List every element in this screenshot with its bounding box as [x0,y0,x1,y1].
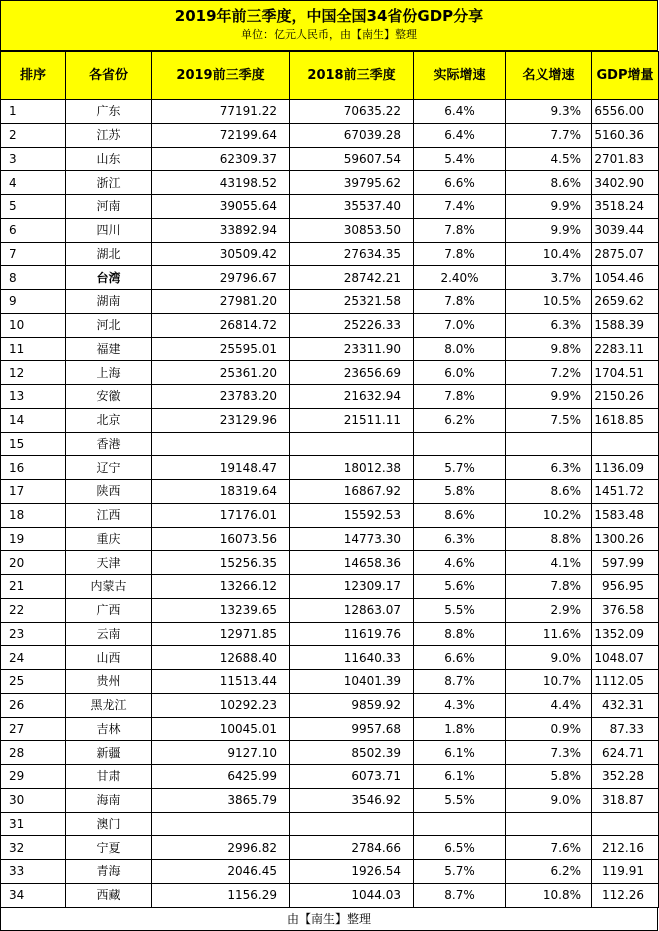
cell-real-growth: 1.8% [414,717,506,741]
cell-rank: 18 [1,503,66,527]
table-row [1,717,659,741]
table-row [1,551,659,575]
cell-real-growth: 4.6% [414,551,506,575]
cell-gdp-increase: 1112.05 [592,670,659,694]
cell-gdp-2019: 12971.85 [152,622,290,646]
table-row [1,693,659,717]
cell-gdp-2019: 25361.20 [152,361,290,385]
cell-real-growth: 5.5% [414,598,506,622]
cell-gdp-2018 [290,432,414,456]
cell-nominal-growth: 7.6% [506,836,592,860]
cell-gdp-2019: 13239.65 [152,598,290,622]
cell-gdp-2018: 25321.58 [290,290,414,314]
cell-gdp-2019: 26814.72 [152,313,290,337]
header-rank: 排序 [1,52,66,100]
table-row [1,741,659,765]
cell-rank: 29 [1,765,66,789]
table-row [1,480,659,504]
cell-gdp-increase: 2875.07 [592,242,659,266]
cell-nominal-growth: 10.2% [506,503,592,527]
cell-gdp-2019: 13266.12 [152,575,290,599]
header-row [1,52,659,100]
cell-gdp-2019: 62309.37 [152,147,290,171]
cell-gdp-2018: 27634.35 [290,242,414,266]
cell-nominal-growth [506,812,592,836]
cell-rank: 14 [1,408,66,432]
cell-real-growth: 7.4% [414,195,506,219]
cell-gdp-2018: 23656.69 [290,361,414,385]
cell-gdp-increase: 1588.39 [592,313,659,337]
cell-nominal-growth: 9.3% [506,100,592,124]
cell-province: 河南 [66,195,152,219]
cell-nominal-growth: 7.8% [506,575,592,599]
table-row [1,432,659,456]
cell-gdp-2018: 28742.21 [290,266,414,290]
cell-gdp-increase: 212.16 [592,836,659,860]
cell-rank: 2 [1,123,66,147]
cell-nominal-growth: 10.8% [506,883,592,907]
cell-rank: 21 [1,575,66,599]
cell-nominal-growth: 8.6% [506,171,592,195]
cell-gdp-2018: 11619.76 [290,622,414,646]
cell-gdp-2018: 59607.54 [290,147,414,171]
cell-nominal-growth: 6.3% [506,313,592,337]
table-row [1,598,659,622]
table-row [1,290,659,314]
cell-province: 云南 [66,622,152,646]
table-row [1,622,659,646]
cell-gdp-2019: 77191.22 [152,100,290,124]
cell-nominal-growth: 8.8% [506,527,592,551]
cell-nominal-growth: 5.8% [506,765,592,789]
cell-real-growth: 8.6% [414,503,506,527]
cell-gdp-2018: 21511.11 [290,408,414,432]
cell-gdp-2019: 18319.64 [152,480,290,504]
cell-gdp-increase: 2701.83 [592,147,659,171]
cell-gdp-2019: 15256.35 [152,551,290,575]
cell-province: 内蒙古 [66,575,152,599]
cell-rank: 9 [1,290,66,314]
cell-rank: 24 [1,646,66,670]
cell-gdp-increase: 376.58 [592,598,659,622]
cell-nominal-growth: 9.0% [506,646,592,670]
table-row [1,361,659,385]
cell-gdp-2019: 10045.01 [152,717,290,741]
cell-real-growth: 6.0% [414,361,506,385]
cell-gdp-2018: 30853.50 [290,218,414,242]
cell-real-growth: 7.8% [414,385,506,409]
cell-gdp-2019: 12688.40 [152,646,290,670]
cell-real-growth: 8.7% [414,883,506,907]
cell-nominal-growth: 4.4% [506,693,592,717]
cell-rank: 23 [1,622,66,646]
cell-gdp-increase: 3039.44 [592,218,659,242]
header-gdp-2019: 2019前三季度 [152,52,290,100]
table-row [1,503,659,527]
cell-province: 河北 [66,313,152,337]
cell-gdp-2018: 18012.38 [290,456,414,480]
cell-real-growth: 5.4% [414,147,506,171]
cell-real-growth: 6.2% [414,408,506,432]
cell-rank: 28 [1,741,66,765]
table-row [1,147,659,171]
cell-province: 四川 [66,218,152,242]
cell-nominal-growth: 8.6% [506,480,592,504]
cell-real-growth: 5.5% [414,788,506,812]
cell-gdp-increase: 1618.85 [592,408,659,432]
cell-gdp-2018: 15592.53 [290,503,414,527]
cell-gdp-2018: 8502.39 [290,741,414,765]
cell-gdp-2019: 72199.64 [152,123,290,147]
sheet-subtitle: 单位：亿元人民币，由【南生】整理 [241,28,417,41]
cell-rank: 34 [1,883,66,907]
cell-gdp-increase: 1136.09 [592,456,659,480]
cell-rank: 15 [1,432,66,456]
cell-rank: 32 [1,836,66,860]
cell-province: 江苏 [66,123,152,147]
cell-rank: 12 [1,361,66,385]
cell-rank: 3 [1,147,66,171]
cell-province: 福建 [66,337,152,361]
gdp-table [0,51,659,908]
table-row [1,765,659,789]
cell-nominal-growth: 2.9% [506,598,592,622]
cell-province: 黑龙江 [66,693,152,717]
cell-rank: 20 [1,551,66,575]
cell-gdp-2019: 19148.47 [152,456,290,480]
cell-province: 甘肃 [66,765,152,789]
cell-gdp-increase: 432.31 [592,693,659,717]
cell-gdp-increase: 112.26 [592,883,659,907]
cell-gdp-2018: 25226.33 [290,313,414,337]
cell-nominal-growth: 0.9% [506,717,592,741]
cell-gdp-2018: 11640.33 [290,646,414,670]
cell-gdp-2019: 9127.10 [152,741,290,765]
cell-gdp-2019: 2996.82 [152,836,290,860]
cell-province: 广东 [66,100,152,124]
table-row [1,218,659,242]
cell-gdp-increase: 1352.09 [592,622,659,646]
cell-real-growth: 6.3% [414,527,506,551]
cell-gdp-2018: 3546.92 [290,788,414,812]
table-row [1,171,659,195]
cell-real-growth: 5.7% [414,456,506,480]
cell-gdp-2018: 39795.62 [290,171,414,195]
cell-gdp-increase: 3402.90 [592,171,659,195]
cell-nominal-growth: 7.7% [506,123,592,147]
cell-gdp-2019: 25595.01 [152,337,290,361]
cell-real-growth: 8.8% [414,622,506,646]
cell-nominal-growth: 11.6% [506,622,592,646]
cell-real-growth: 6.1% [414,765,506,789]
cell-gdp-2019: 23783.20 [152,385,290,409]
table-row [1,646,659,670]
cell-real-growth: 8.0% [414,337,506,361]
cell-gdp-2019: 17176.01 [152,503,290,527]
cell-gdp-2018: 9957.68 [290,717,414,741]
cell-province: 贵州 [66,670,152,694]
cell-province: 江西 [66,503,152,527]
cell-real-growth [414,432,506,456]
table-row [1,670,659,694]
cell-nominal-growth: 10.5% [506,290,592,314]
cell-province: 山西 [66,646,152,670]
cell-gdp-2019: 29796.67 [152,266,290,290]
cell-province: 天津 [66,551,152,575]
header-gdp-increase: GDP增量 [592,52,659,100]
cell-real-growth [414,812,506,836]
cell-real-growth: 7.8% [414,242,506,266]
cell-nominal-growth: 7.3% [506,741,592,765]
cell-nominal-growth [506,432,592,456]
sheet-footer: 由【南生】整理 [0,908,658,931]
cell-gdp-2018: 16867.92 [290,480,414,504]
cell-province: 湖北 [66,242,152,266]
cell-gdp-2019: 1156.29 [152,883,290,907]
cell-gdp-2018: 35537.40 [290,195,414,219]
cell-nominal-growth: 9.9% [506,218,592,242]
cell-nominal-growth: 7.2% [506,361,592,385]
cell-gdp-2018: 23311.90 [290,337,414,361]
cell-nominal-growth: 4.1% [506,551,592,575]
cell-gdp-increase: 87.33 [592,717,659,741]
title-banner [0,0,658,51]
cell-real-growth: 5.8% [414,480,506,504]
cell-province: 上海 [66,361,152,385]
table-row [1,812,659,836]
cell-gdp-2018: 67039.28 [290,123,414,147]
cell-real-growth: 7.8% [414,290,506,314]
cell-real-growth: 6.6% [414,171,506,195]
table-row [1,195,659,219]
cell-province: 吉林 [66,717,152,741]
cell-gdp-2018: 14773.30 [290,527,414,551]
cell-gdp-increase: 6556.00 [592,100,659,124]
cell-province: 台湾 [66,266,152,290]
cell-province: 新疆 [66,741,152,765]
cell-gdp-increase: 1054.46 [592,266,659,290]
cell-nominal-growth: 9.8% [506,337,592,361]
cell-gdp-2019: 27981.20 [152,290,290,314]
cell-gdp-increase: 352.28 [592,765,659,789]
cell-gdp-increase: 1451.72 [592,480,659,504]
cell-rank: 25 [1,670,66,694]
cell-gdp-2019: 16073.56 [152,527,290,551]
cell-gdp-increase [592,812,659,836]
cell-rank: 4 [1,171,66,195]
cell-rank: 5 [1,195,66,219]
cell-gdp-2018: 14658.36 [290,551,414,575]
cell-rank: 22 [1,598,66,622]
cell-gdp-2019: 23129.96 [152,408,290,432]
cell-gdp-increase: 624.71 [592,741,659,765]
cell-gdp-increase: 2659.62 [592,290,659,314]
cell-rank: 13 [1,385,66,409]
table-row [1,385,659,409]
cell-real-growth: 4.3% [414,693,506,717]
cell-gdp-2019: 2046.45 [152,860,290,884]
table-row [1,242,659,266]
cell-nominal-growth: 10.7% [506,670,592,694]
cell-rank: 27 [1,717,66,741]
cell-gdp-2018: 12863.07 [290,598,414,622]
table-row [1,836,659,860]
cell-real-growth: 7.0% [414,313,506,337]
cell-gdp-2018: 10401.39 [290,670,414,694]
cell-nominal-growth: 6.2% [506,860,592,884]
cell-province: 安徽 [66,385,152,409]
cell-gdp-2018: 1926.54 [290,860,414,884]
cell-gdp-2018: 9859.92 [290,693,414,717]
cell-rank: 11 [1,337,66,361]
cell-gdp-increase: 956.95 [592,575,659,599]
cell-gdp-increase: 119.91 [592,860,659,884]
cell-real-growth: 6.5% [414,836,506,860]
cell-gdp-2019: 11513.44 [152,670,290,694]
cell-real-growth: 2.40% [414,266,506,290]
cell-gdp-2018: 21632.94 [290,385,414,409]
table-row [1,100,659,124]
table-row [1,527,659,551]
cell-province: 广西 [66,598,152,622]
cell-province: 陕西 [66,480,152,504]
cell-gdp-increase: 5160.36 [592,123,659,147]
table-row [1,575,659,599]
cell-rank: 16 [1,456,66,480]
cell-gdp-increase: 2150.26 [592,385,659,409]
cell-province: 山东 [66,147,152,171]
cell-nominal-growth: 6.3% [506,456,592,480]
cell-real-growth: 6.4% [414,100,506,124]
cell-gdp-2018 [290,812,414,836]
cell-province: 香港 [66,432,152,456]
table-row [1,313,659,337]
cell-rank: 8 [1,266,66,290]
cell-rank: 17 [1,480,66,504]
cell-real-growth: 7.8% [414,218,506,242]
cell-rank: 26 [1,693,66,717]
cell-province: 湖南 [66,290,152,314]
table-row [1,266,659,290]
cell-gdp-increase: 1300.26 [592,527,659,551]
table-row [1,860,659,884]
table-row [1,408,659,432]
cell-gdp-increase [592,432,659,456]
header-province: 各省份 [66,52,152,100]
cell-real-growth: 6.1% [414,741,506,765]
cell-rank: 33 [1,860,66,884]
cell-real-growth: 8.7% [414,670,506,694]
cell-rank: 6 [1,218,66,242]
cell-gdp-2018: 12309.17 [290,575,414,599]
cell-province: 北京 [66,408,152,432]
cell-gdp-2019: 33892.94 [152,218,290,242]
cell-nominal-growth: 4.5% [506,147,592,171]
cell-gdp-2019: 10292.23 [152,693,290,717]
table-row [1,788,659,812]
cell-real-growth: 6.6% [414,646,506,670]
cell-gdp-2019 [152,812,290,836]
cell-nominal-growth: 3.7% [506,266,592,290]
cell-gdp-increase: 1704.51 [592,361,659,385]
cell-real-growth: 6.4% [414,123,506,147]
cell-gdp-2019: 39055.64 [152,195,290,219]
header-gdp-2018: 2018前三季度 [290,52,414,100]
table-row [1,337,659,361]
cell-nominal-growth: 7.5% [506,408,592,432]
cell-nominal-growth: 9.0% [506,788,592,812]
table-row [1,456,659,480]
cell-gdp-increase: 3518.24 [592,195,659,219]
cell-nominal-growth: 9.9% [506,195,592,219]
cell-gdp-2019: 3865.79 [152,788,290,812]
cell-rank: 7 [1,242,66,266]
header-real-growth: 实际增速 [414,52,506,100]
cell-gdp-2018: 70635.22 [290,100,414,124]
cell-gdp-increase: 1048.07 [592,646,659,670]
cell-province: 澳门 [66,812,152,836]
sheet-title: 2019年前三季度，中国全国34省份GDP分享 [174,7,484,25]
cell-gdp-2018: 1044.03 [290,883,414,907]
cell-real-growth: 5.7% [414,860,506,884]
cell-gdp-2019 [152,432,290,456]
cell-province: 浙江 [66,171,152,195]
cell-gdp-2018: 2784.66 [290,836,414,860]
cell-gdp-2018: 6073.71 [290,765,414,789]
cell-gdp-2019: 30509.42 [152,242,290,266]
cell-province: 西藏 [66,883,152,907]
header-nominal-growth: 名义增速 [506,52,592,100]
cell-rank: 19 [1,527,66,551]
cell-province: 青海 [66,860,152,884]
cell-gdp-increase: 2283.11 [592,337,659,361]
table-row [1,123,659,147]
cell-real-growth: 5.6% [414,575,506,599]
cell-gdp-increase: 1583.48 [592,503,659,527]
cell-rank: 31 [1,812,66,836]
cell-gdp-2019: 43198.52 [152,171,290,195]
cell-rank: 10 [1,313,66,337]
cell-province: 辽宁 [66,456,152,480]
cell-gdp-increase: 318.87 [592,788,659,812]
table-row [1,883,659,907]
cell-rank: 30 [1,788,66,812]
cell-province: 海南 [66,788,152,812]
cell-province: 宁夏 [66,836,152,860]
cell-nominal-growth: 10.4% [506,242,592,266]
cell-nominal-growth: 9.9% [506,385,592,409]
cell-province: 重庆 [66,527,152,551]
cell-gdp-2019: 6425.99 [152,765,290,789]
cell-gdp-increase: 597.99 [592,551,659,575]
cell-rank: 1 [1,100,66,124]
